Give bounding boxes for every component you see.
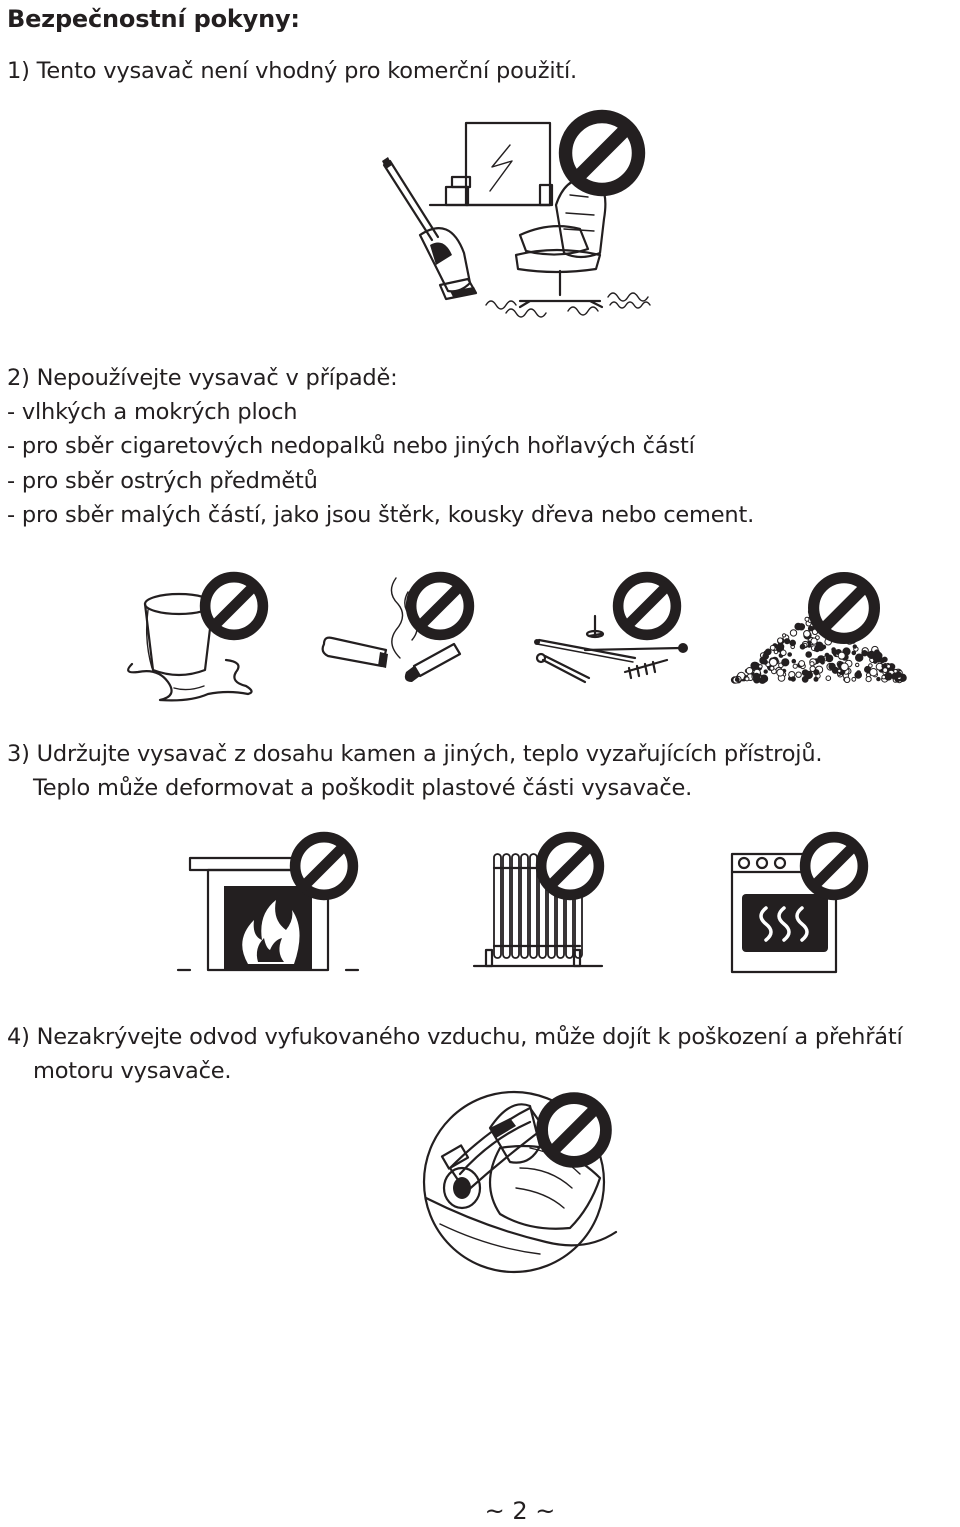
prohibition-icon [805, 837, 863, 895]
instruction-4-line-2: motoru vysavače. [33, 1058, 232, 1084]
wet-bucket-icon [124, 568, 274, 698]
instruction-2-item-wet: - vlhkých a mokrých ploch [7, 399, 298, 425]
prohibition-icon [566, 117, 639, 190]
prohibition-icon [618, 577, 676, 635]
vacuum-office-icon [380, 105, 660, 320]
instruction-2-heading: 2) Nepoužívejte vysavač v případě: [7, 365, 398, 391]
cigarette-icon [318, 568, 478, 688]
sharp-objects-icon [525, 568, 690, 688]
prohibition-icon [295, 837, 353, 895]
prohibition-icon [411, 577, 469, 635]
page-number: ~ 2 ~ [484, 1497, 556, 1525]
instruction-2-item-small-parts: - pro sběr malých částí, jako jsou štěrk, kousky dřeva nebo cement. [7, 502, 755, 528]
instruction-4-line-1: 4) Nezakrývejte odvod vyfukovaného vzduchu, může dojít k poškození a přehřátí [7, 1024, 903, 1050]
prohibition-icon [814, 578, 875, 639]
prohibition-icon [205, 577, 263, 635]
fireplace-icon [178, 828, 358, 978]
prohibition-icon [541, 837, 599, 895]
radiator-icon [470, 828, 610, 978]
prohibition-icon [542, 1098, 606, 1162]
instruction-3-line-2: Teplo může deformovat a poškodit plastové části vysavače. [33, 775, 693, 801]
covered-exhaust-icon [420, 1088, 620, 1278]
instruction-3-line-1: 3) Udržujte vysavač z dosahu kamen a jiných, teplo vyzařujících přístrojů. [7, 741, 823, 767]
page-title: Bezpečnostní pokyny: [7, 5, 300, 33]
stove-icon [722, 828, 872, 978]
instruction-2-item-cigarettes: - pro sběr cigaretových nedopalků nebo jiných hořlavých částí [7, 433, 695, 459]
instruction-2-item-sharp: - pro sběr ostrých předmětů [7, 468, 318, 494]
instruction-1: 1) Tento vysavač není vhodný pro komerční použití. [7, 58, 577, 84]
gravel-icon [734, 568, 909, 688]
